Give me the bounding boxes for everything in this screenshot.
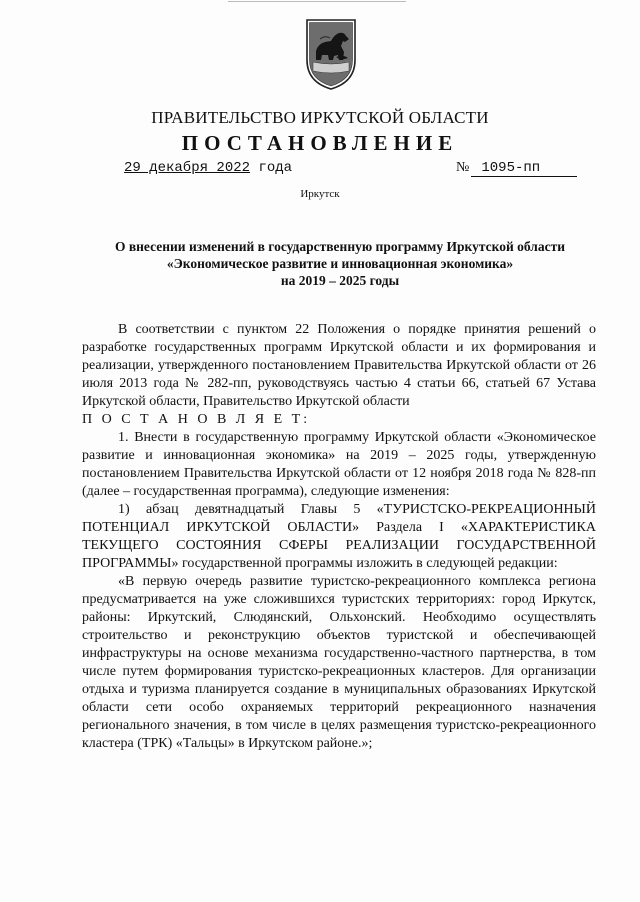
- city-name: Иркутск: [300, 188, 340, 200]
- preamble-paragraph: В соответствии с пунктом 22 Положения о порядке принятия решений о разработке государственных программ Иркутской области и их формирования и реализации, утвержденного постановлением Правительства Иркутской области от 26 июля 2013 года № 282-пп, руководствуясь частью 4 статьи 66, статьей 67 Устава Иркутской области, Правительство Иркутской области: [82, 322, 596, 409]
- document-date-line: [124, 160, 292, 176]
- resolves-heading: П О С Т А Н О В Л Я Е Т:: [82, 412, 311, 427]
- item-1-paragraph: 1. Внести в государственную программу Иркутской области «Экономическое развитие и инновационная экономика» на 2019 – 2025 годы, утвержденную постановлением Правительства Иркутской области от 12 ноября 2018 года № 828-пп (далее – государственная программа), следующие изменения:: [82, 430, 596, 499]
- document-type: ПОСТАНОВЛЕНИЕ: [181, 131, 459, 155]
- scan-edge-line: [228, 1, 406, 2]
- document-number: 1095-пп: [471, 160, 577, 177]
- title-line-2: «Экономическое развитие и инновационная экономика»: [166, 256, 514, 271]
- title-line-1: О внесении изменений в государственную программу Иркутской области: [114, 239, 566, 254]
- document-body: [82, 321, 596, 753]
- document-date-suffix: года: [258, 160, 293, 176]
- number-label: №: [456, 160, 470, 175]
- title-line-3: на 2019 – 2025 годы: [280, 273, 400, 288]
- quoted-text-paragraph: «В первую очередь развитие туристско-рекреационного комплекса региона предусматривается на уже сложившихся туристских территориях: город Иркутск, районы: Иркутский, Слюдянский, Ольхонский. Необходимо осуществлять строительство и реконструкцию объектов туристской и обеспечивающей инфраструктуры на основе механизма государственно-частного партнерства, в том числе путем формирования туристско-рекреационных кластеров. Для организации отдыха и туризма планируется создание в муниципальных образованиях Иркутской области сети особо охраняемых территорий рекреационного назначения регионального значения, в том числе в целях размещения туристско-рекреационного кластера (ТРК) «Тальцы» в Иркутском районе.»;: [82, 574, 596, 751]
- item-1-subitem-1-paragraph: 1) абзац девятнадцатый Главы 5 «ТУРИСТСКО-РЕКРЕАЦИОННЫЙ ПОТЕНЦИАЛ ИРКУТСКОЙ ОБЛАСТИ» Раздела I «ХАРАКТЕРИСТИКА ТЕКУЩЕГО СОСТОЯНИЯ СФЕРЫ РЕАЛИЗАЦИИ ГОСУДАРСТВЕННОЙ ПРОГРАММЫ» государственной программы изложить в следующей редакции:: [82, 502, 596, 571]
- government-name: ПРАВИТЕЛЬСТВО ИРКУТСКОЙ ОБЛАСТИ: [151, 108, 489, 127]
- document-date: 29 декабря 2022: [124, 160, 251, 176]
- document-number-line: [456, 160, 577, 177]
- coat-of-arms-icon: [303, 16, 359, 92]
- document-title: [70, 238, 610, 289]
